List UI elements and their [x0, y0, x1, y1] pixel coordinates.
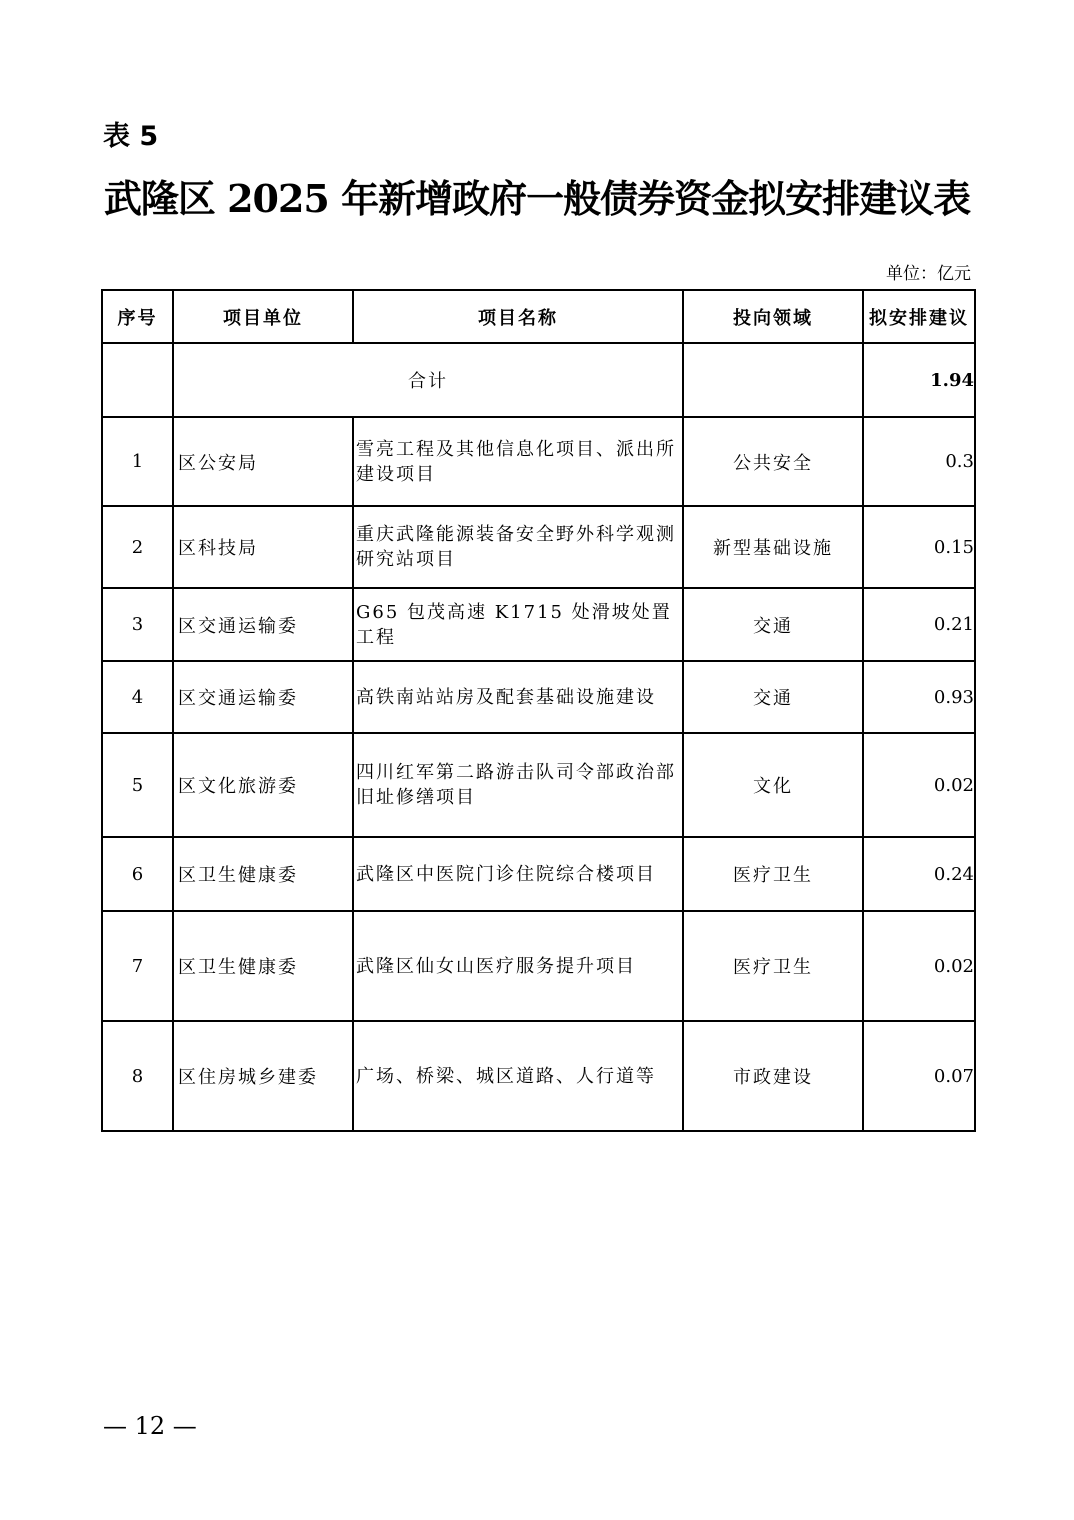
row-unit: 区交通运输委 — [173, 588, 353, 661]
row-no: 8 — [102, 1021, 173, 1131]
row-unit: 区公安局 — [173, 417, 353, 506]
row-field: 医疗卫生 — [683, 837, 863, 911]
row-no: 1 — [102, 417, 173, 506]
row-project-name: 武隆区仙女山医疗服务提升项目 — [353, 911, 683, 1021]
row-unit: 区交通运输委 — [173, 661, 353, 733]
page-title: 武隆区 2025 年新增政府一般债券资金拟安排建议表 — [103, 176, 971, 221]
row-project-name: 广场、桥梁、城区道路、人行道等 — [353, 1021, 683, 1131]
row-field: 新型基础设施 — [683, 506, 863, 588]
table-row — [102, 1021, 975, 1131]
row-project-name: G65 包茂高速 K1715 处滑坡处置工程 — [353, 588, 683, 661]
row-no: 4 — [102, 661, 173, 733]
row-field: 交通 — [683, 588, 863, 661]
total-field-cell — [683, 343, 863, 417]
row-field: 文化 — [683, 733, 863, 837]
row-unit: 区文化旅游委 — [173, 733, 353, 837]
table-row — [102, 661, 975, 733]
row-field: 市政建设 — [683, 1021, 863, 1131]
total-label: 合计 — [173, 343, 683, 417]
column-header-unit: 项目单位 — [173, 290, 353, 343]
row-project-name: 高铁南站站房及配套基础设施建设 — [353, 661, 683, 733]
table-row — [102, 911, 975, 1021]
row-no: 5 — [102, 733, 173, 837]
row-amount: 0.15 — [863, 506, 975, 588]
column-header-no: 序号 — [102, 290, 173, 343]
row-project-name: 武隆区中医院门诊住院综合楼项目 — [353, 837, 683, 911]
unit-note: 单位：亿元 — [886, 264, 971, 284]
row-field: 交通 — [683, 661, 863, 733]
row-no: 7 — [102, 911, 173, 1021]
row-amount: 0.07 — [863, 1021, 975, 1131]
total-amount: 1.94 — [863, 343, 975, 417]
row-unit: 区卫生健康委 — [173, 837, 353, 911]
budget-table — [101, 289, 976, 1132]
row-no: 2 — [102, 506, 173, 588]
column-header-amount: 拟安排建议 — [863, 290, 975, 343]
column-header-name: 项目名称 — [353, 290, 683, 343]
row-amount: 0.3 — [863, 417, 975, 506]
table-row — [102, 837, 975, 911]
table-label: 表 5 — [103, 121, 159, 152]
row-project-name: 雪亮工程及其他信息化项目、派出所建设项目 — [353, 417, 683, 506]
table-row — [102, 417, 975, 506]
row-field: 公共安全 — [683, 417, 863, 506]
row-field: 医疗卫生 — [683, 911, 863, 1021]
row-unit: 区卫生健康委 — [173, 911, 353, 1021]
column-header-field: 投向领域 — [683, 290, 863, 343]
total-row — [102, 343, 975, 417]
row-project-name: 四川红军第二路游击队司令部政治部旧址修缮项目 — [353, 733, 683, 837]
row-amount: 0.02 — [863, 911, 975, 1021]
row-amount: 0.02 — [863, 733, 975, 837]
row-unit: 区住房城乡建委 — [173, 1021, 353, 1131]
table-header-row — [102, 290, 975, 343]
total-no-cell — [102, 343, 173, 417]
row-project-name: 重庆武隆能源装备安全野外科学观测研究站项目 — [353, 506, 683, 588]
table-row — [102, 506, 975, 588]
table-row — [102, 588, 975, 661]
row-amount: 0.93 — [863, 661, 975, 733]
row-no: 6 — [102, 837, 173, 911]
row-amount: 0.24 — [863, 837, 975, 911]
page-number: — 12 — — [103, 1412, 197, 1440]
row-no: 3 — [102, 588, 173, 661]
row-unit: 区科技局 — [173, 506, 353, 588]
row-amount: 0.21 — [863, 588, 975, 661]
table-row — [102, 733, 975, 837]
